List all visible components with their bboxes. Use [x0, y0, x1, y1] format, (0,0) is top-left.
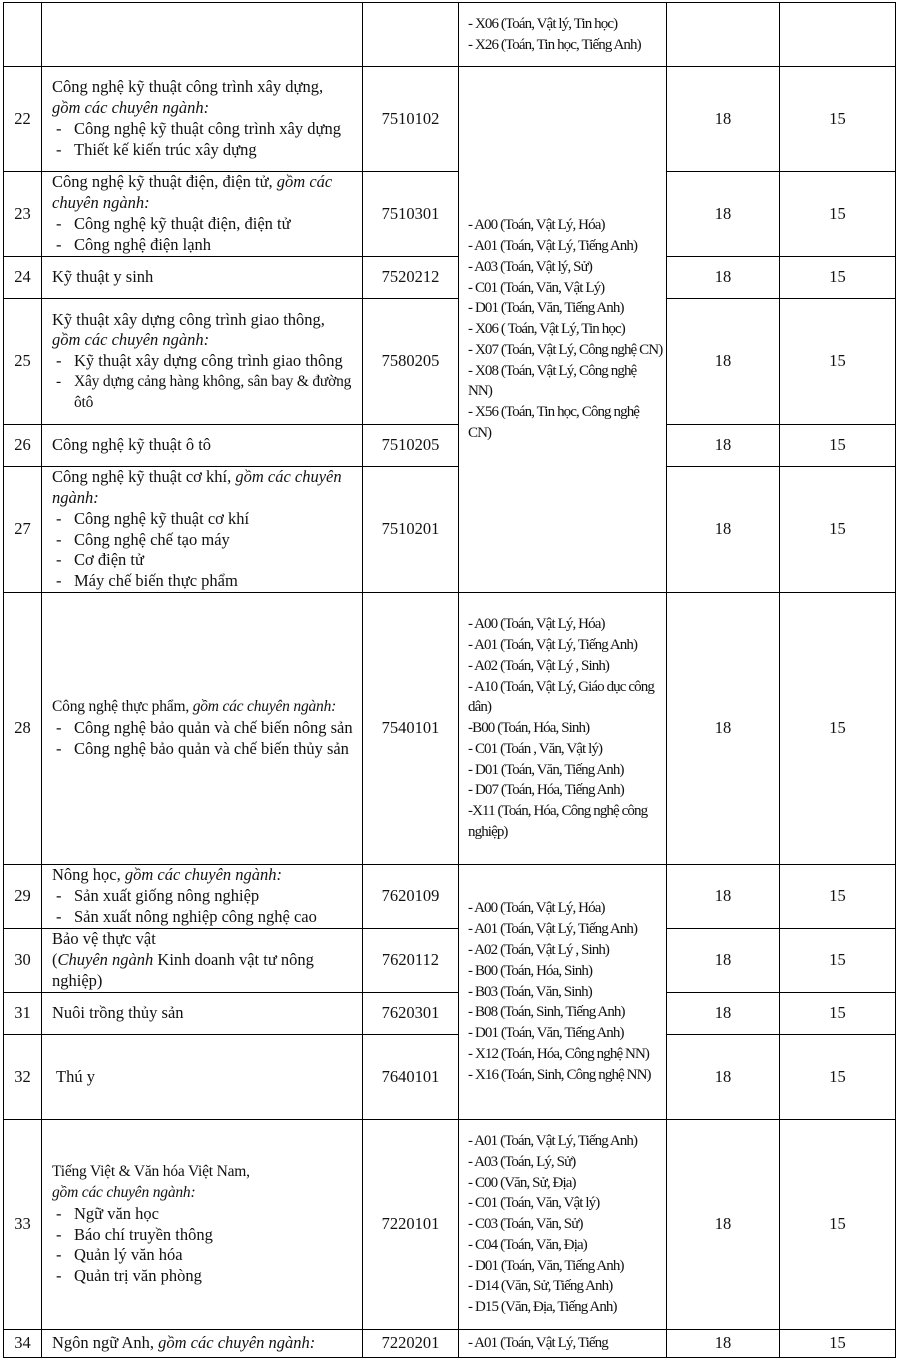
program-code: 7510205 [363, 425, 459, 467]
table-row [4, 467, 896, 593]
row-number: 30 [4, 929, 42, 993]
row-number: 31 [4, 993, 42, 1035]
program-name: Công nghệ kỹ thuật điện, điện tử, gồm các chuyên ngành: - Công nghệ kỹ thuật điện, điện tử - Công nghệ điện lạnh [42, 172, 363, 257]
quota-2: 15 [780, 467, 896, 593]
quota-2: 15 [780, 299, 896, 425]
table-row [4, 299, 896, 425]
combo-list: - A01 (Toán, Vật Lý, Tiếng Anh) - A03 (Toán, Lý, Sử) - C00 (Văn, Sử, Địa) - C01 (Toán, Văn, Vật lý) - C03 (Toán, Văn, Sử) - C04 (Toán, Văn, Địa) - D01 (Toán, Văn, Tiếng Anh) - D14 (Văn, Sử, Tiếng Anh) - D15 (Văn, Địa, Tiếng Anh) [459, 1120, 667, 1330]
row-number: 34 [4, 1330, 42, 1358]
quota-1: 18 [667, 1330, 780, 1358]
quota-1: 18 [667, 299, 780, 425]
quota-2: 15 [780, 593, 896, 865]
table-row [4, 257, 896, 299]
quota-1: 18 [667, 593, 780, 865]
quota-1: 18 [667, 1120, 780, 1330]
row-number: 33 [4, 1120, 42, 1330]
program-name: Nông học, gồm các chuyên ngành: - Sản xuất giống nông nghiệp - Sản xuất nông nghiệp công nghệ cao [42, 865, 363, 929]
program-code: 7520212 [363, 257, 459, 299]
program-name: Kỹ thuật y sinh [42, 257, 363, 299]
row-number: 26 [4, 425, 42, 467]
program-code: 7580205 [363, 299, 459, 425]
program-code: 7620109 [363, 865, 459, 929]
combo-list: - A00 (Toán, Vật Lý, Hóa) - A01 (Toán, Vật Lý, Tiếng Anh) - A02 (Toán, Vật Lý , Sinh) - A10 (Toán, Vật Lý, Giáo dục công dân) -B00 (Toán, Hóa, Sinh) - C01 (Toán , Văn, Vật lý) - D01 (Toán, Văn, Tiếng Anh) - D07 (Toán, Hóa, Tiếng Anh) -X11 (Toán, Hóa, Công nghệ công nghiệp) [459, 593, 667, 865]
program-code: 7510201 [363, 467, 459, 593]
quota-2: 15 [780, 425, 896, 467]
table-row [4, 929, 896, 993]
quota-2: 15 [780, 1120, 896, 1330]
quota-1: 18 [667, 257, 780, 299]
quota-2: 15 [780, 257, 896, 299]
quota-1: 18 [667, 929, 780, 993]
program-name: Công nghệ kỹ thuật cơ khí, gồm các chuyên ngành: - Công nghệ kỹ thuật cơ khí - Công nghệ chế tạo máy - Cơ điện tử - Máy chế biến thực phẩm [42, 467, 363, 593]
quota-2: 15 [780, 1330, 896, 1358]
quota-1: 18 [667, 1035, 780, 1120]
program-code: 7620301 [363, 993, 459, 1035]
quota-2: 15 [780, 929, 896, 993]
quota-2: 15 [780, 865, 896, 929]
quota-2: 15 [780, 67, 896, 172]
table-row [4, 993, 896, 1035]
program-code: 7620112 [363, 929, 459, 993]
program-name: Công nghệ thực phẩm, gồm các chuyên ngành: - Công nghệ bảo quản và chế biến nông sản - Công nghệ bảo quản và chế biến thủy sản [42, 593, 363, 865]
row-number: 28 [4, 593, 42, 865]
table-row [4, 425, 896, 467]
program-code: 7220101 [363, 1120, 459, 1330]
quota-1: 18 [667, 467, 780, 593]
table-row [4, 1120, 896, 1330]
program-name: Bảo vệ thực vật (Chuyên ngành Kinh doanh vật tư nông nghiệp) [42, 929, 363, 993]
combo-list: - X06 (Toán, Vật lý, Tin học) - X26 (Toán, Tin học, Tiếng Anh) [459, 3, 667, 67]
table-row [4, 865, 896, 929]
quota-1: 18 [667, 172, 780, 257]
program-name: Nuôi trồng thủy sản [42, 993, 363, 1035]
row-number: 22 [4, 67, 42, 172]
program-name: Kỹ thuật xây dựng công trình giao thông, gồm các chuyên ngành: - Kỹ thuật xây dựng công trình giao thông - Xây dựng cảng hàng không, sân bay & đường ôtô [42, 299, 363, 425]
quota-1: 18 [667, 67, 780, 172]
program-code: 7510301 [363, 172, 459, 257]
table-row [4, 172, 896, 257]
quota-2: 15 [780, 1035, 896, 1120]
program-code: 7540101 [363, 593, 459, 865]
row-number: 29 [4, 865, 42, 929]
admission-table [3, 2, 896, 1358]
program-code: 7510102 [363, 67, 459, 172]
program-code: 7640101 [363, 1035, 459, 1120]
program-code: 7220201 [363, 1330, 459, 1358]
combo-list: - A01 (Toán, Vật Lý, Tiếng [459, 1330, 667, 1358]
row-number: 32 [4, 1035, 42, 1120]
program-name: Ngôn ngữ Anh, gồm các chuyên ngành: [42, 1330, 363, 1358]
quota-1: 18 [667, 425, 780, 467]
combo-list: - A00 (Toán, Vật Lý, Hóa) - A01 (Toán, Vật Lý, Tiếng Anh) - A02 (Toán, Vật Lý , Sinh) - B00 (Toán, Hóa, Sinh) - B03 (Toán, Văn, Sinh) - B08 (Toán, Sinh, Tiếng Anh) - D01 (Toán, Văn, Tiếng Anh) - X12 (Toán, Hóa, Công nghệ NN) - X16 (Toán, Sinh, Công nghệ NN) [459, 865, 667, 1120]
program-name: Tiếng Việt & Văn hóa Việt Nam, gồm các chuyên ngành: - Ngữ văn học - Báo chí truyền thông - Quản lý văn hóa - Quản trị văn phòng [42, 1120, 363, 1330]
table-row [4, 1035, 896, 1120]
program-name: Công nghệ kỹ thuật công trình xây dựng, gồm các chuyên ngành: - Công nghệ kỹ thuật công trình xây dựng - Thiết kế kiến trúc xây dựng [42, 67, 363, 172]
table-row [4, 1330, 896, 1358]
combo-list: - A00 (Toán, Vật Lý, Hóa) - A01 (Toán, Vật Lý, Tiếng Anh) - A03 (Toán, Vật lý, Sử) - C01 (Toán, Văn, Vật Lý) - D01 (Toán, Văn, Tiếng Anh) - X06 ( Toán, Vật Lý, Tin học) - X07 (Toán, Vật Lý, Công nghệ CN) - X08 (Toán, Vật Lý, Công nghệ NN) - X56 (Toán, Tin học, Công nghệ CN) [459, 67, 667, 593]
table-row [4, 593, 896, 865]
row-number: 23 [4, 172, 42, 257]
row-number: 24 [4, 257, 42, 299]
quota-1: 18 [667, 865, 780, 929]
table-row [4, 67, 896, 172]
program-name: Công nghệ kỹ thuật ô tô [42, 425, 363, 467]
quota-2: 15 [780, 172, 896, 257]
quota-1: 18 [667, 993, 780, 1035]
quota-2: 15 [780, 993, 896, 1035]
program-name: Thú y [42, 1035, 363, 1120]
row-number: 27 [4, 467, 42, 593]
table-row [4, 3, 896, 67]
row-number: 25 [4, 299, 42, 425]
